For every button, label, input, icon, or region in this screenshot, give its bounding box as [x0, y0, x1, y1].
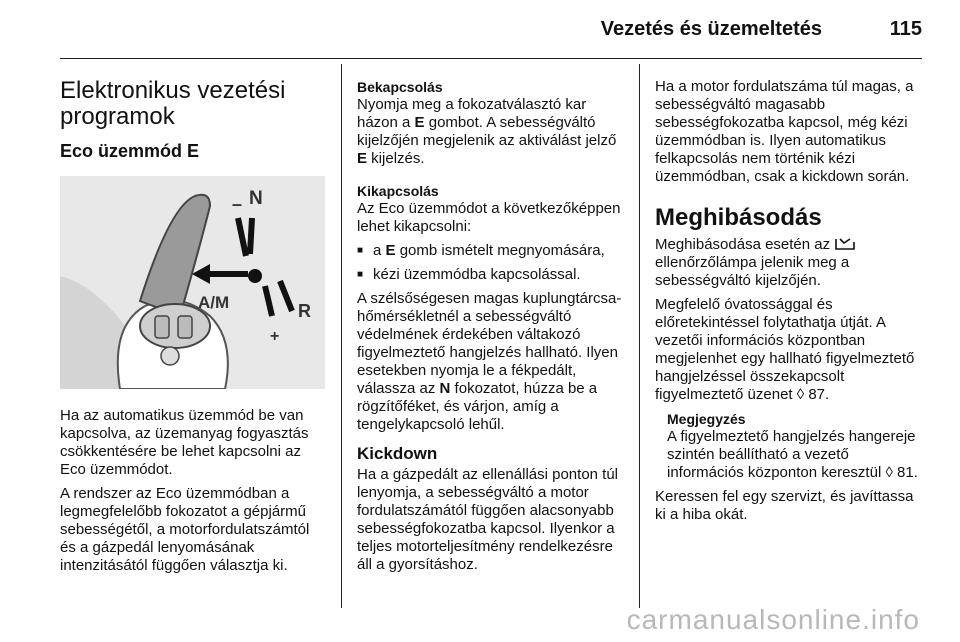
column-1	[60, 68, 325, 581]
paragraph: Keressen fel egy szervizt, és javíttassa ki a hiba okát.	[655, 488, 914, 523]
header-title: Vezetés és üzemeltetés	[600, 18, 822, 40]
column-2	[357, 78, 627, 580]
paragraph: A szélsőségesen magas kuplungtárcsa-hőmérsékletnél a sebességváltó védelmének érdekében váltakozó figyelmeztető hangjelzés hallható. Ilyen esetekben nyomja le a fékpedált, válassza az N fokozatot, húzza be a rögzítőféket, és várjon, amíg a tengelykapcsoló lehűl.	[357, 290, 622, 433]
label-am: A/M	[198, 293, 230, 312]
column-3	[655, 78, 923, 530]
watermark: carmanualsonline.info	[626, 604, 920, 635]
transmission-warning-icon	[834, 236, 856, 252]
paragraph: Az Eco üzemmódot a következőképpen lehet kikapcsolni:	[357, 200, 621, 235]
label-plus: +	[270, 328, 280, 345]
heading-meghibasodas: Meghibásodás	[655, 204, 822, 231]
paragraph: Nyomja meg a fokozatválasztó kar házon a E gombot. A sebességváltó kijelzőjén megjelenik az aktiválást jelző E kijelzés.	[357, 96, 617, 167]
note-title: Megjegyzés	[667, 411, 746, 427]
label-minus: –	[232, 194, 243, 214]
column-divider	[341, 64, 342, 608]
paragraph: Megfelelő óvatossággal és előretekintéssel folytathatja útját. A vezetői információs központban megjelenhet egy hallható figyelmeztető hangjelzéssel összekapcsolt figyelmeztető üzenet ◊ 87.	[655, 296, 915, 403]
gear-selector-illustration	[60, 176, 325, 389]
label-r: R	[298, 301, 311, 321]
page-number: 115	[889, 18, 922, 40]
page-header	[60, 18, 922, 48]
header-rule	[60, 58, 922, 59]
list-item: ■ a E gomb ismételt megnyomására,	[357, 242, 627, 260]
column-divider	[639, 64, 640, 608]
note-text: A figyelmeztető hangjelzés hangereje szintén beállítható a vezető információs központon keresztül ◊ 81.	[667, 428, 918, 481]
label-n: N	[249, 188, 263, 209]
list-item: ■ kézi üzemmódba kapcsolással.	[357, 266, 627, 284]
paragraph: Ha a gázpedált az ellenállási ponton túl lenyomja, a sebességváltó a motor fordulatszámától függően alacsonyabb sebességfokozatba kapcsol. Ilyenkor a teljes motorteljesítmény rendelkezésre áll a gyorsításhoz.	[357, 466, 619, 573]
paragraph: Meghibásodása esetén az ellenőrzőlámpa jelenik meg a sebességváltó kijelzőjén.	[655, 236, 923, 290]
paragraph: Ha az automatikus üzemmód be van kapcsolva, az üzemanyag fogyasztás csökkentésére be lehet kapcsolni az Eco üzemmódot.	[60, 407, 309, 478]
heading-kikapcsolas: Kikapcsolás	[357, 183, 439, 199]
heading-bekapcsolas: Bekapcsolás	[357, 79, 443, 95]
paragraph: Ha a motor fordulatszáma túl magas, a sebességváltó magasabb sebességfokozatba kapcsol, még kézi üzemmódban is. Ilyen automatikus felkapcsolás nem történik kézi üzemmódban, csak a kickdown során.	[655, 78, 914, 185]
section-title: Elektronikus vezetési programok	[60, 77, 286, 130]
paragraph: A rendszer az Eco üzemmódban a legmegfelelőbb fokozatot a gépjármű sebességétől, a motorfordulatszámtól és a gázpedál lenyomásának intenzitásától függően választja ki.	[60, 485, 310, 574]
heading-kickdown: Kickdown	[357, 444, 438, 463]
note-box	[655, 410, 923, 482]
subsection-title: Eco üzemmód E	[60, 141, 200, 161]
